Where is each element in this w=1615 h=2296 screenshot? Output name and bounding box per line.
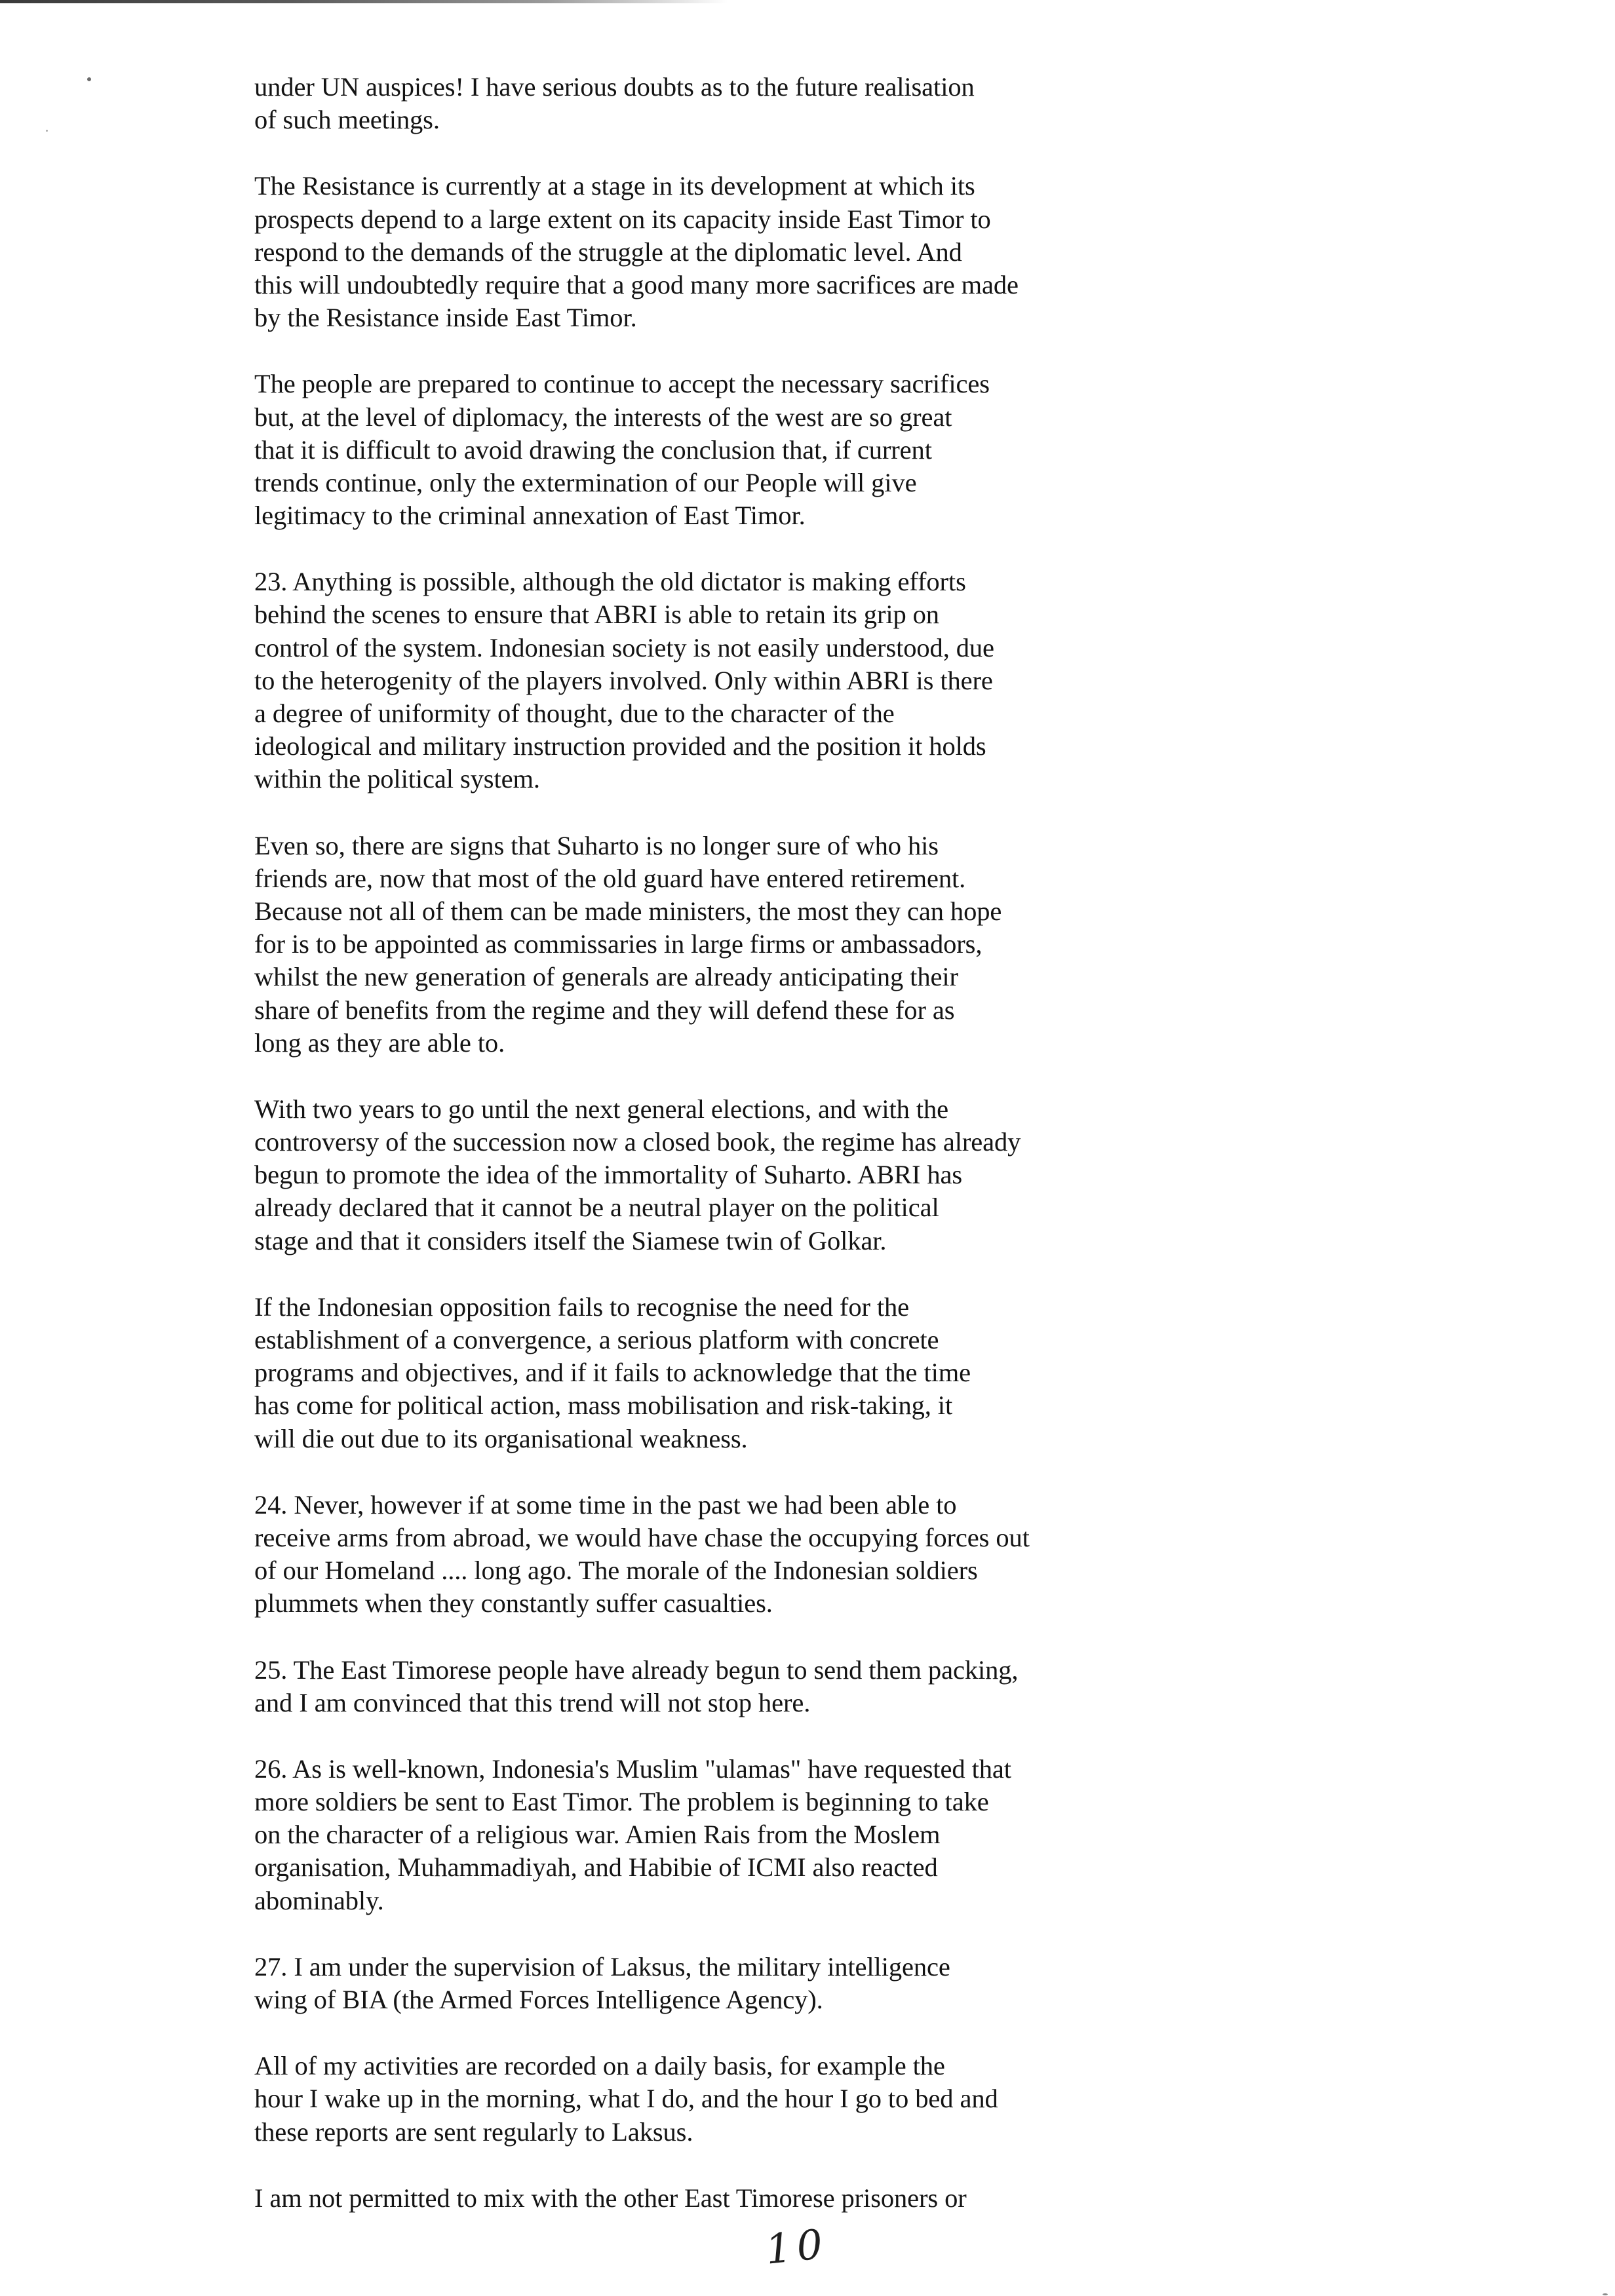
text-line: hour I wake up in the morning, what I do, and the hour I go to bed and — [254, 2084, 998, 2114]
text-line: for is to be appointed as commissaries in large firms or ambassadors, — [254, 929, 983, 959]
text-line: control of the system. Indonesian society is not easily understood, due — [254, 632, 994, 662]
paragraph — [254, 565, 1106, 795]
text-line: wing of BIA (the Armed Forces Intelligence Agency). — [254, 1985, 823, 2014]
page-number: 10 — [763, 2219, 830, 2274]
text-line: controversy of the succession now a closed book, the regime has already — [254, 1127, 1021, 1157]
text-line: trends continue, only the extermination of our People will give — [254, 467, 917, 497]
text-line: plummets when they constantly suffer casualties. — [254, 1588, 773, 1618]
scan-speck — [87, 77, 91, 81]
scan-speck — [1603, 2293, 1608, 2295]
text-line: long as they are able to. — [254, 1027, 505, 1058]
text-line: that it is difficult to avoid drawing the conclusion that, if current — [254, 434, 932, 465]
text-line: to the heterogenity of the players involved. Only within ABRI is there — [254, 665, 993, 695]
text-line: more soldiers be sent to East Timor. The problem is beginning to take — [254, 1787, 989, 1817]
document-body — [254, 71, 1106, 2248]
paragraph — [254, 830, 1106, 1060]
text-line: has come for political action, mass mobilisation and risk-taking, it — [254, 1390, 953, 1421]
text-line: I am not permitted to mix with the other East Timorese prisoners or — [254, 2183, 967, 2213]
text-line: share of benefits from the regime and they will defend these for as — [254, 995, 955, 1025]
paragraph — [254, 368, 1106, 532]
text-line: 26. As is well-known, Indonesia's Muslim "ulamas" have requested that — [254, 1753, 1011, 1784]
text-line: whilst the new generation of generals are already anticipating their — [254, 962, 958, 992]
text-line: within the political system. — [254, 764, 540, 794]
text-line: legitimacy to the criminal annexation of East Timor. — [254, 501, 806, 531]
text-line: friends are, now that most of the old guard have entered retirement. — [254, 863, 966, 893]
text-line: stage and that it considers itself the Siamese twin of Golkar. — [254, 1225, 887, 1255]
text-line: The Resistance is currently at a stage in its development at which its — [254, 171, 975, 201]
text-line: these reports are sent regularly to Laksus. — [254, 2116, 693, 2147]
text-line: of our Homeland .... long ago. The morale of the Indonesian soldiers — [254, 1556, 978, 1586]
text-line: on the character of a religious war. Amien Rais from the Moslem — [254, 1820, 941, 1850]
paragraph — [254, 71, 1106, 136]
text-line: 25. The East Timorese people have already begun to send them packing, — [254, 1655, 1019, 1685]
paragraph — [254, 1753, 1106, 1917]
paragraph — [254, 1093, 1106, 1257]
scan-speck — [46, 130, 48, 132]
text-line: establishment of a convergence, a serious platform with concrete — [254, 1325, 939, 1354]
text-line: prospects depend to a large extent on its capacity inside East Timor to — [254, 204, 991, 234]
text-line: ideological and military instruction provided and the position it holds — [254, 731, 986, 761]
paragraph — [254, 1291, 1106, 1455]
text-line: already declared that it cannot be a neutral player on the political — [254, 1193, 939, 1223]
text-line: Even so, there are signs that Suharto is no longer sure of who his — [254, 830, 939, 860]
text-line: behind the scenes to ensure that ABRI is able to retain its grip on — [254, 600, 939, 630]
text-line: The people are prepared to continue to accept the necessary sacrifices — [254, 369, 990, 399]
text-line: abominably. — [254, 1885, 384, 1915]
text-line: begun to promote the idea of the immortality of Suharto. ABRI has — [254, 1160, 963, 1190]
text-line: organisation, Muhammadiyah, and Habibie of ICMI also reacted — [254, 1852, 938, 1883]
text-line: a degree of uniformity of thought, due to the character of the — [254, 698, 895, 728]
text-line: programs and objectives, and if it fails to acknowledge that the time — [254, 1358, 971, 1388]
text-line: of such meetings. — [254, 105, 440, 135]
text-line: and I am convinced that this trend will not stop here. — [254, 1687, 811, 1717]
paragraph — [254, 2050, 1106, 2149]
text-line: respond to the demands of the struggle at the diplomatic level. And — [254, 237, 962, 267]
text-line: All of my activities are recorded on a daily basis, for example the — [254, 2051, 945, 2081]
text-line: under UN auspices! I have serious doubts as to the future realisation — [254, 72, 975, 102]
scan-top-rule — [0, 0, 728, 3]
text-line: will die out due to its organisational weakness. — [254, 1423, 748, 1453]
paragraph — [254, 1489, 1106, 1620]
paragraph — [254, 2182, 1106, 2215]
text-line: receive arms from abroad, we would have chase the occupying forces out — [254, 1522, 1030, 1552]
text-line: 27. I am under the supervision of Laksus, the military intelligence — [254, 1951, 950, 1981]
paragraph — [254, 1654, 1106, 1719]
text-line: by the Resistance inside East Timor. — [254, 303, 637, 333]
text-line: this will undoubtedly require that a good many more sacrifices are made — [254, 269, 1019, 299]
text-line: With two years to go until the next general elections, and with the — [254, 1094, 949, 1124]
text-line: 23. Anything is possible, although the old dictator is making efforts — [254, 567, 966, 597]
text-line: but, at the level of diplomacy, the interests of the west are so great — [254, 402, 952, 432]
paragraph — [254, 170, 1106, 334]
text-line: 24. Never, however if at some time in the past we had been able to — [254, 1489, 957, 1520]
text-line: If the Indonesian opposition fails to recognise the need for the — [254, 1292, 910, 1322]
text-line: Because not all of them can be made ministers, the most they can hope — [254, 896, 1002, 926]
paragraph — [254, 1951, 1106, 2016]
